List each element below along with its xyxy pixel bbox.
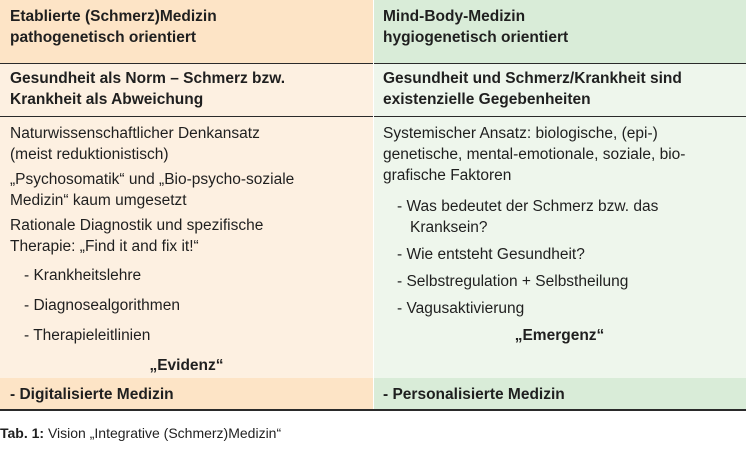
left-subheader-line-2: Krankheit als Abweichung — [10, 91, 204, 108]
right-subheader — [373, 63, 746, 116]
right-list-item: - Selbstregulation + Selbstheilung — [397, 273, 629, 290]
caption-text: Vision „Integrative (Schmerz)Medizin“ — [44, 425, 282, 441]
table-caption — [0, 424, 281, 442]
right-list-item — [397, 196, 736, 238]
right-header-line-1: Mind-Body-Medizin — [383, 8, 526, 25]
left-list-item: - Krankheitslehre — [24, 267, 142, 284]
left-subheader — [0, 63, 373, 116]
right-emphasis: „Emergenz“ — [514, 327, 605, 344]
right-p1-line-2: genetische, mental-emotionale, soziale, bio- — [383, 146, 686, 163]
left-p2-line-1: „Psychosomatik“ und „Bio-psycho-soziale — [10, 171, 295, 188]
column-divider — [373, 0, 374, 410]
left-p2-line-2: Medizin“ kaum umgesetzt — [10, 192, 187, 209]
right-paragraph-1 — [383, 123, 736, 186]
right-subheader-line-2: existenzielle Gegebenheiten — [383, 91, 591, 108]
left-paragraph-2 — [10, 169, 363, 211]
right-body — [373, 116, 746, 378]
left-list-item: - Therapieleitlinien — [24, 327, 151, 344]
left-body — [0, 116, 373, 378]
caption-label: Tab. 1: — [0, 425, 45, 441]
table-bottom-rule — [0, 409, 746, 411]
left-paragraph-1 — [10, 123, 363, 165]
right-p1-line-1: Systemischer Ansatz: biologische, (epi-) — [383, 125, 658, 142]
left-p3-line-1: Rationale Diagnostik und spezifische — [10, 217, 264, 234]
right-footer: - Personalisierte Medizin — [373, 378, 746, 410]
left-header-line-2: pathogenetisch orientiert — [10, 29, 197, 46]
left-emphasis: „Evidenz“ — [149, 357, 224, 374]
left-paragraph-3 — [10, 215, 363, 257]
left-header — [0, 0, 373, 63]
left-p1-line-1: Naturwissenschaftlicher Denkansatz — [10, 125, 260, 142]
right-header-line-2: hygiogenetisch orientiert — [383, 29, 569, 46]
right-p1-line-3: grafische Faktoren — [383, 167, 512, 184]
right-header — [373, 0, 746, 63]
right-list-item: - Vagusaktivierung — [397, 300, 525, 317]
left-list-item: - Diagnosealgorithmen — [24, 297, 180, 314]
left-p1-line-2: (meist reduktionistisch) — [10, 146, 169, 163]
right-list-item: - Wie entsteht Gesundheit? — [397, 246, 585, 263]
left-header-line-1: Etablierte (Schmerz)Medizin — [10, 8, 217, 25]
left-p3-line-2: Therapie: „Find it and fix it!“ — [10, 238, 199, 255]
right-item-1-line-2: Kranksein? — [410, 219, 488, 236]
left-subheader-line-1: Gesundheit als Norm – Schmerz bzw. — [10, 70, 286, 87]
left-footer: - Digitalisierte Medizin — [0, 378, 373, 410]
right-item-1-line-1: - Was bedeutet der Schmerz bzw. das — [397, 198, 659, 215]
right-subheader-line-1: Gesundheit und Schmerz/Krankheit sind — [383, 70, 682, 87]
